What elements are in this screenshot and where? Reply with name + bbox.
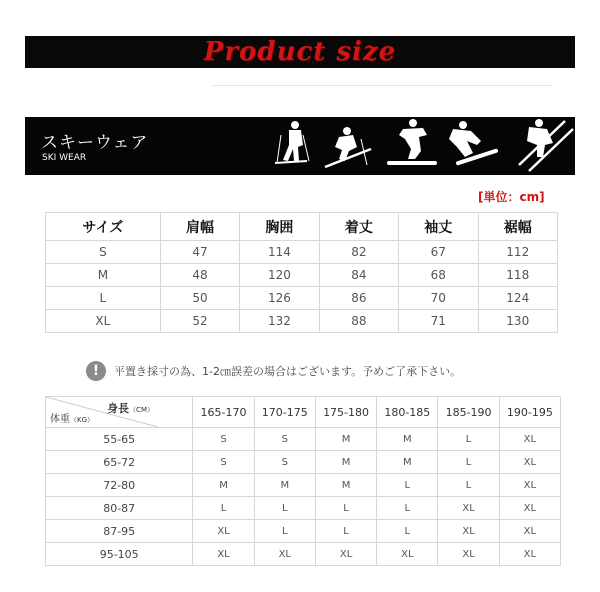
weight-range-cell: 87-95	[46, 520, 193, 543]
table-cell: 112	[478, 241, 558, 264]
table-cell: 50	[160, 287, 239, 310]
weight-range-cell: 55-65	[46, 428, 193, 451]
table-cell: 68	[399, 264, 478, 287]
table-cell: 84	[319, 264, 398, 287]
size-cell: M	[315, 474, 376, 497]
table-cell: 114	[240, 241, 319, 264]
header-cell: 着丈	[319, 213, 398, 241]
size-cell: L	[315, 520, 376, 543]
table-cell: 130	[478, 310, 558, 333]
height-label: 身長（CM）	[107, 402, 154, 415]
weight-range-cell: 80-87	[46, 497, 193, 520]
size-cell: XL	[377, 543, 438, 566]
size-cell: L	[377, 520, 438, 543]
size-cell: M	[315, 451, 376, 474]
size-cell: L	[254, 520, 315, 543]
table-cell: L	[46, 287, 161, 310]
skier-silhouettes-icon	[267, 117, 575, 175]
size-cell: L	[377, 474, 438, 497]
weight-range-cell: 72-80	[46, 474, 193, 497]
table-cell: 52	[160, 310, 239, 333]
corner-cell	[46, 397, 193, 428]
size-cell: XL	[499, 451, 560, 474]
header-cell: 袖丈	[399, 213, 478, 241]
size-cell: XL	[254, 543, 315, 566]
product-size-banner	[25, 36, 575, 68]
size-cell: XL	[499, 474, 560, 497]
table-cell: 71	[399, 310, 478, 333]
height-range-header: 180-185	[377, 397, 438, 428]
size-cell: S	[254, 451, 315, 474]
size-cell: L	[193, 497, 254, 520]
table-row	[46, 474, 561, 497]
weight-range-cell: 95-105	[46, 543, 193, 566]
table-cell: 67	[399, 241, 478, 264]
table-cell: 82	[319, 241, 398, 264]
weight-range-cell: 65-72	[46, 451, 193, 474]
size-cell: S	[193, 451, 254, 474]
size-table	[45, 212, 558, 333]
height-range-header: 175-180	[315, 397, 376, 428]
size-cell: XL	[438, 543, 499, 566]
size-cell: M	[377, 428, 438, 451]
table-row	[46, 241, 558, 264]
table-row	[46, 497, 561, 520]
weight-label: 体重（KG）	[50, 414, 95, 425]
size-cell: M	[315, 428, 376, 451]
ski-wear-banner	[25, 117, 575, 175]
table-row	[46, 287, 558, 310]
size-cell: M	[377, 451, 438, 474]
table-cell: 86	[319, 287, 398, 310]
size-cell: L	[254, 497, 315, 520]
table-row	[46, 310, 558, 333]
table-row	[46, 520, 561, 543]
header-cell: 胸囲	[240, 213, 319, 241]
height-weight-fit-table	[45, 396, 561, 566]
table-row	[46, 543, 561, 566]
table-cell: 132	[240, 310, 319, 333]
height-range-header: 190-195	[499, 397, 560, 428]
header-cell: 肩幅	[160, 213, 239, 241]
table-cell: 70	[399, 287, 478, 310]
exclamation-icon: !	[86, 361, 106, 381]
size-cell: L	[438, 474, 499, 497]
table-cell: 124	[478, 287, 558, 310]
size-cell: S	[254, 428, 315, 451]
size-cell: L	[438, 451, 499, 474]
size-cell: XL	[499, 428, 560, 451]
table-row	[46, 428, 561, 451]
table-cell: 47	[160, 241, 239, 264]
header-cell: サイズ	[46, 213, 161, 241]
table-row	[46, 451, 561, 474]
height-range-header: 165-170	[193, 397, 254, 428]
divider-line	[212, 85, 552, 86]
table-cell: 48	[160, 264, 239, 287]
size-cell: XL	[499, 497, 560, 520]
table-cell: 126	[240, 287, 319, 310]
size-cell: XL	[438, 520, 499, 543]
table-row	[46, 264, 558, 287]
ski-wear-title-jp: スキーウェア	[41, 133, 149, 153]
size-cell: L	[315, 497, 376, 520]
table-cell: S	[46, 241, 161, 264]
size-table-header-row	[46, 213, 558, 241]
ski-wear-title-en: SKI WEAR	[42, 153, 87, 163]
table-cell: M	[46, 264, 161, 287]
unit-label: [単位：cm]	[478, 190, 545, 204]
height-range-header: 185-190	[438, 397, 499, 428]
size-cell: XL	[499, 520, 560, 543]
notice-text: 平置き採寸の為、1-2㎝誤差の場合はございます。予めご了承下さい。	[114, 365, 462, 378]
table-cell: 120	[240, 264, 319, 287]
size-cell: S	[193, 428, 254, 451]
size-cell: L	[377, 497, 438, 520]
table-cell: 88	[319, 310, 398, 333]
measurement-notice	[86, 360, 461, 382]
size-cell: M	[254, 474, 315, 497]
height-range-header: 170-175	[254, 397, 315, 428]
table-cell: XL	[46, 310, 161, 333]
fit-table-header-row	[46, 397, 561, 428]
size-cell: XL	[499, 543, 560, 566]
header-cell: 裾幅	[478, 213, 558, 241]
size-cell: XL	[193, 543, 254, 566]
size-cell: XL	[315, 543, 376, 566]
size-cell: L	[438, 428, 499, 451]
table-cell: 118	[478, 264, 558, 287]
product-size-title: Product size	[203, 37, 397, 67]
size-cell: M	[193, 474, 254, 497]
size-cell: XL	[438, 497, 499, 520]
size-cell: XL	[193, 520, 254, 543]
